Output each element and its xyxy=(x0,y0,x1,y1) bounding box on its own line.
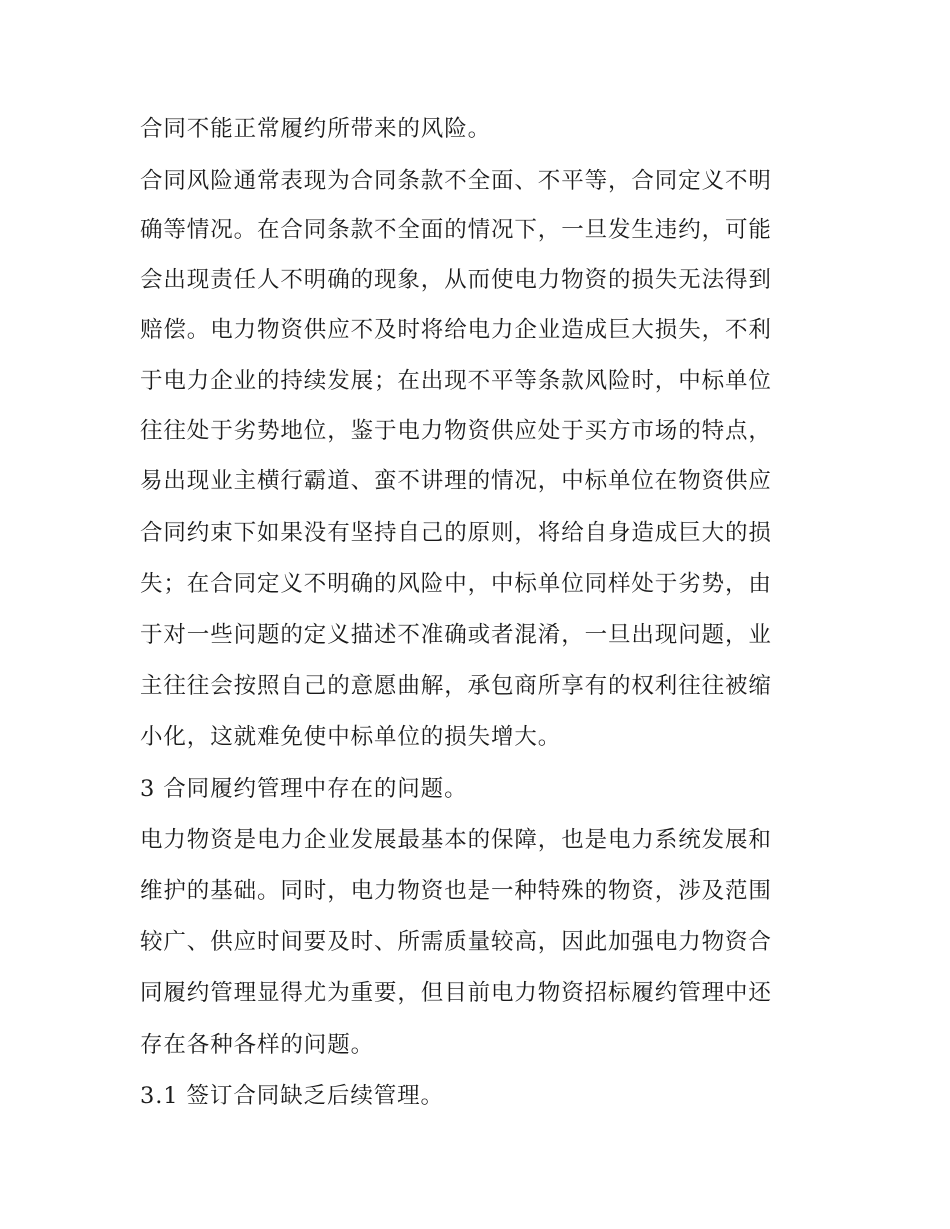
text-line: 失；在合同定义不明确的风险中，中标单位同样处于劣势，由 xyxy=(140,571,772,597)
text-line: 电力物资是电力企业发展最基本的保障，也是电力系统发展和 xyxy=(140,827,772,853)
text-line: 往往处于劣势地位，鉴于电力物资供应处于买方市场的特点， xyxy=(140,418,772,444)
text-line: 存在各种各样的问题。 xyxy=(140,1032,375,1058)
text-line: 于对一些问题的定义描述不准确或者混淆，一旦出现问题，业 xyxy=(140,622,772,648)
text-line: 确等情况。在合同条款不全面的情况下，一旦发生违约，可能 xyxy=(140,217,772,243)
text-line: 于电力企业的持续发展；在出现不平等条款风险时，中标单位 xyxy=(140,368,772,394)
text-line: 易出现业主横行霸道、蛮不讲理的情况，中标单位在物资供应 xyxy=(140,468,772,494)
text-line: 较广、供应时间要及时、所需质量较高，因此加强电力物资合 xyxy=(140,929,772,955)
subsection-heading: 3.1 签订合同缺乏后续管理。 xyxy=(140,1083,444,1109)
text-line: 合同约束下如果没有坚持自己的原则，将给自身造成巨大的损 xyxy=(140,520,772,546)
text-line: 合同不能正常履约所带来的风险。 xyxy=(140,116,492,142)
text-line: 主往往会按照自己的意愿曲解，承包商所享有的权利往往被缩 xyxy=(140,673,772,699)
text-line: 同履约管理显得尤为重要，但目前电力物资招标履约管理中还 xyxy=(140,980,772,1006)
text-line: 维护的基础。同时，电力物资也是一种特殊的物资，涉及范围 xyxy=(140,878,772,904)
section-heading: 3 合同履约管理中存在的问题。 xyxy=(140,776,468,802)
text-line: 小化，这就难免使中标单位的损失增大。 xyxy=(140,724,562,750)
text-line: 赔偿。电力物资供应不及时将给电力企业造成巨大损失，不利 xyxy=(140,317,772,343)
text-line: 合同风险通常表现为合同条款不全面、不平等，合同定义不明 xyxy=(140,168,772,194)
text-line: 会出现责任人不明确的现象，从而使电力物资的损失无法得到 xyxy=(140,267,772,293)
